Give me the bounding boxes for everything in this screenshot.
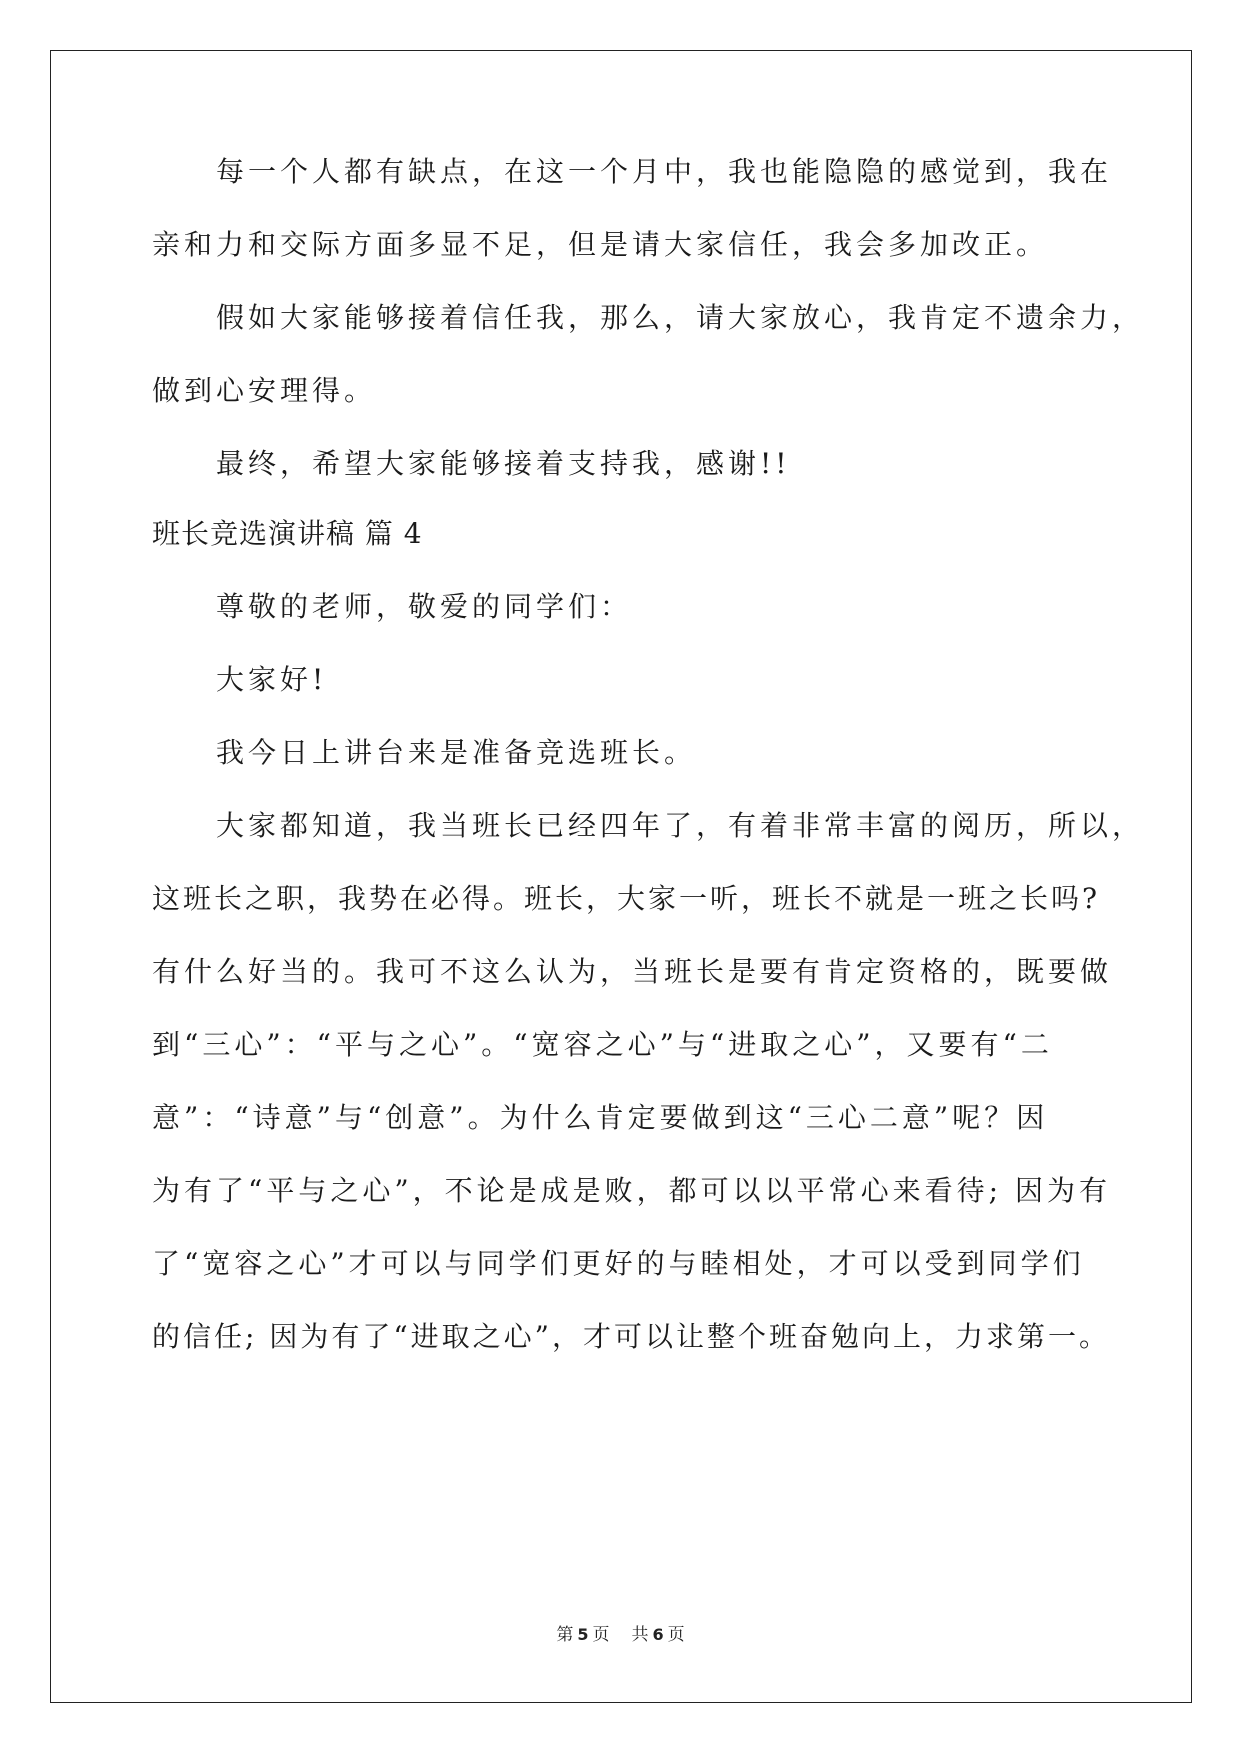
paragraph-line: 有什么好当的。我可不这么认为，当班长是要有肯定资格的，既要做 <box>152 955 1113 988</box>
footer-total-suffix: 页 <box>667 1625 685 1645</box>
footer-total-prefix: 共 <box>631 1625 649 1645</box>
paragraph-line: 每一个人都有缺点，在这一个月中，我也能隐隐的感觉到，我在 <box>216 155 1113 188</box>
paragraph-line: 为有了“平与之心”，不论是成是败，都可以以平常心来看待; 因为有 <box>152 1174 1111 1207</box>
footer-page-suffix: 页 <box>592 1625 610 1645</box>
paragraph-line: 亲和力和交际方面多显不足，但是请大家信任，我会多加改正。 <box>152 228 1049 261</box>
current-page-number: 5 <box>577 1625 589 1644</box>
paragraph-line: 到“三心”：“平与之心”。“宽容之心”与“进取之心”，又要有“二 <box>152 1028 1053 1061</box>
total-page-number: 6 <box>652 1625 664 1644</box>
paragraph-line: 了“宽容之心”才可以与同学们更好的与睦相处，才可以受到同学们 <box>152 1247 1085 1280</box>
paragraph-line: 的信任; 因为有了“进取之心”，才可以让整个班奋勉向上，力求第一。 <box>152 1320 1110 1353</box>
greeting-line: 尊敬的老师，敬爱的同学们： <box>216 590 633 623</box>
paragraph-line: 大家都知道，我当班长已经四年了，有着非常丰富的阅历，所以， <box>216 809 1145 842</box>
paragraph-line: 意”：“诗意”与“创意”。为什么肯定要做到这“三心二意”呢？因 <box>152 1101 1049 1134</box>
section-heading: 班长竞选演讲稿 篇 4 <box>152 517 423 550</box>
paragraph-line: 做到心安理得。 <box>152 374 377 407</box>
paragraph-line: 最终，希望大家能够接着支持我，感谢!! <box>216 447 791 480</box>
page-footer <box>0 1620 1241 1645</box>
paragraph-line: 我今日上讲台来是准备竞选班长。 <box>216 736 697 769</box>
greeting-line: 大家好! <box>216 663 328 696</box>
paragraph-line: 这班长之职，我势在必得。班长，大家一听，班长不就是一班之长吗? <box>152 882 1101 915</box>
footer-prefix: 第 <box>556 1625 574 1645</box>
paragraph-line: 假如大家能够接着信任我，那么，请大家放心，我肯定不遗余力， <box>216 301 1145 334</box>
